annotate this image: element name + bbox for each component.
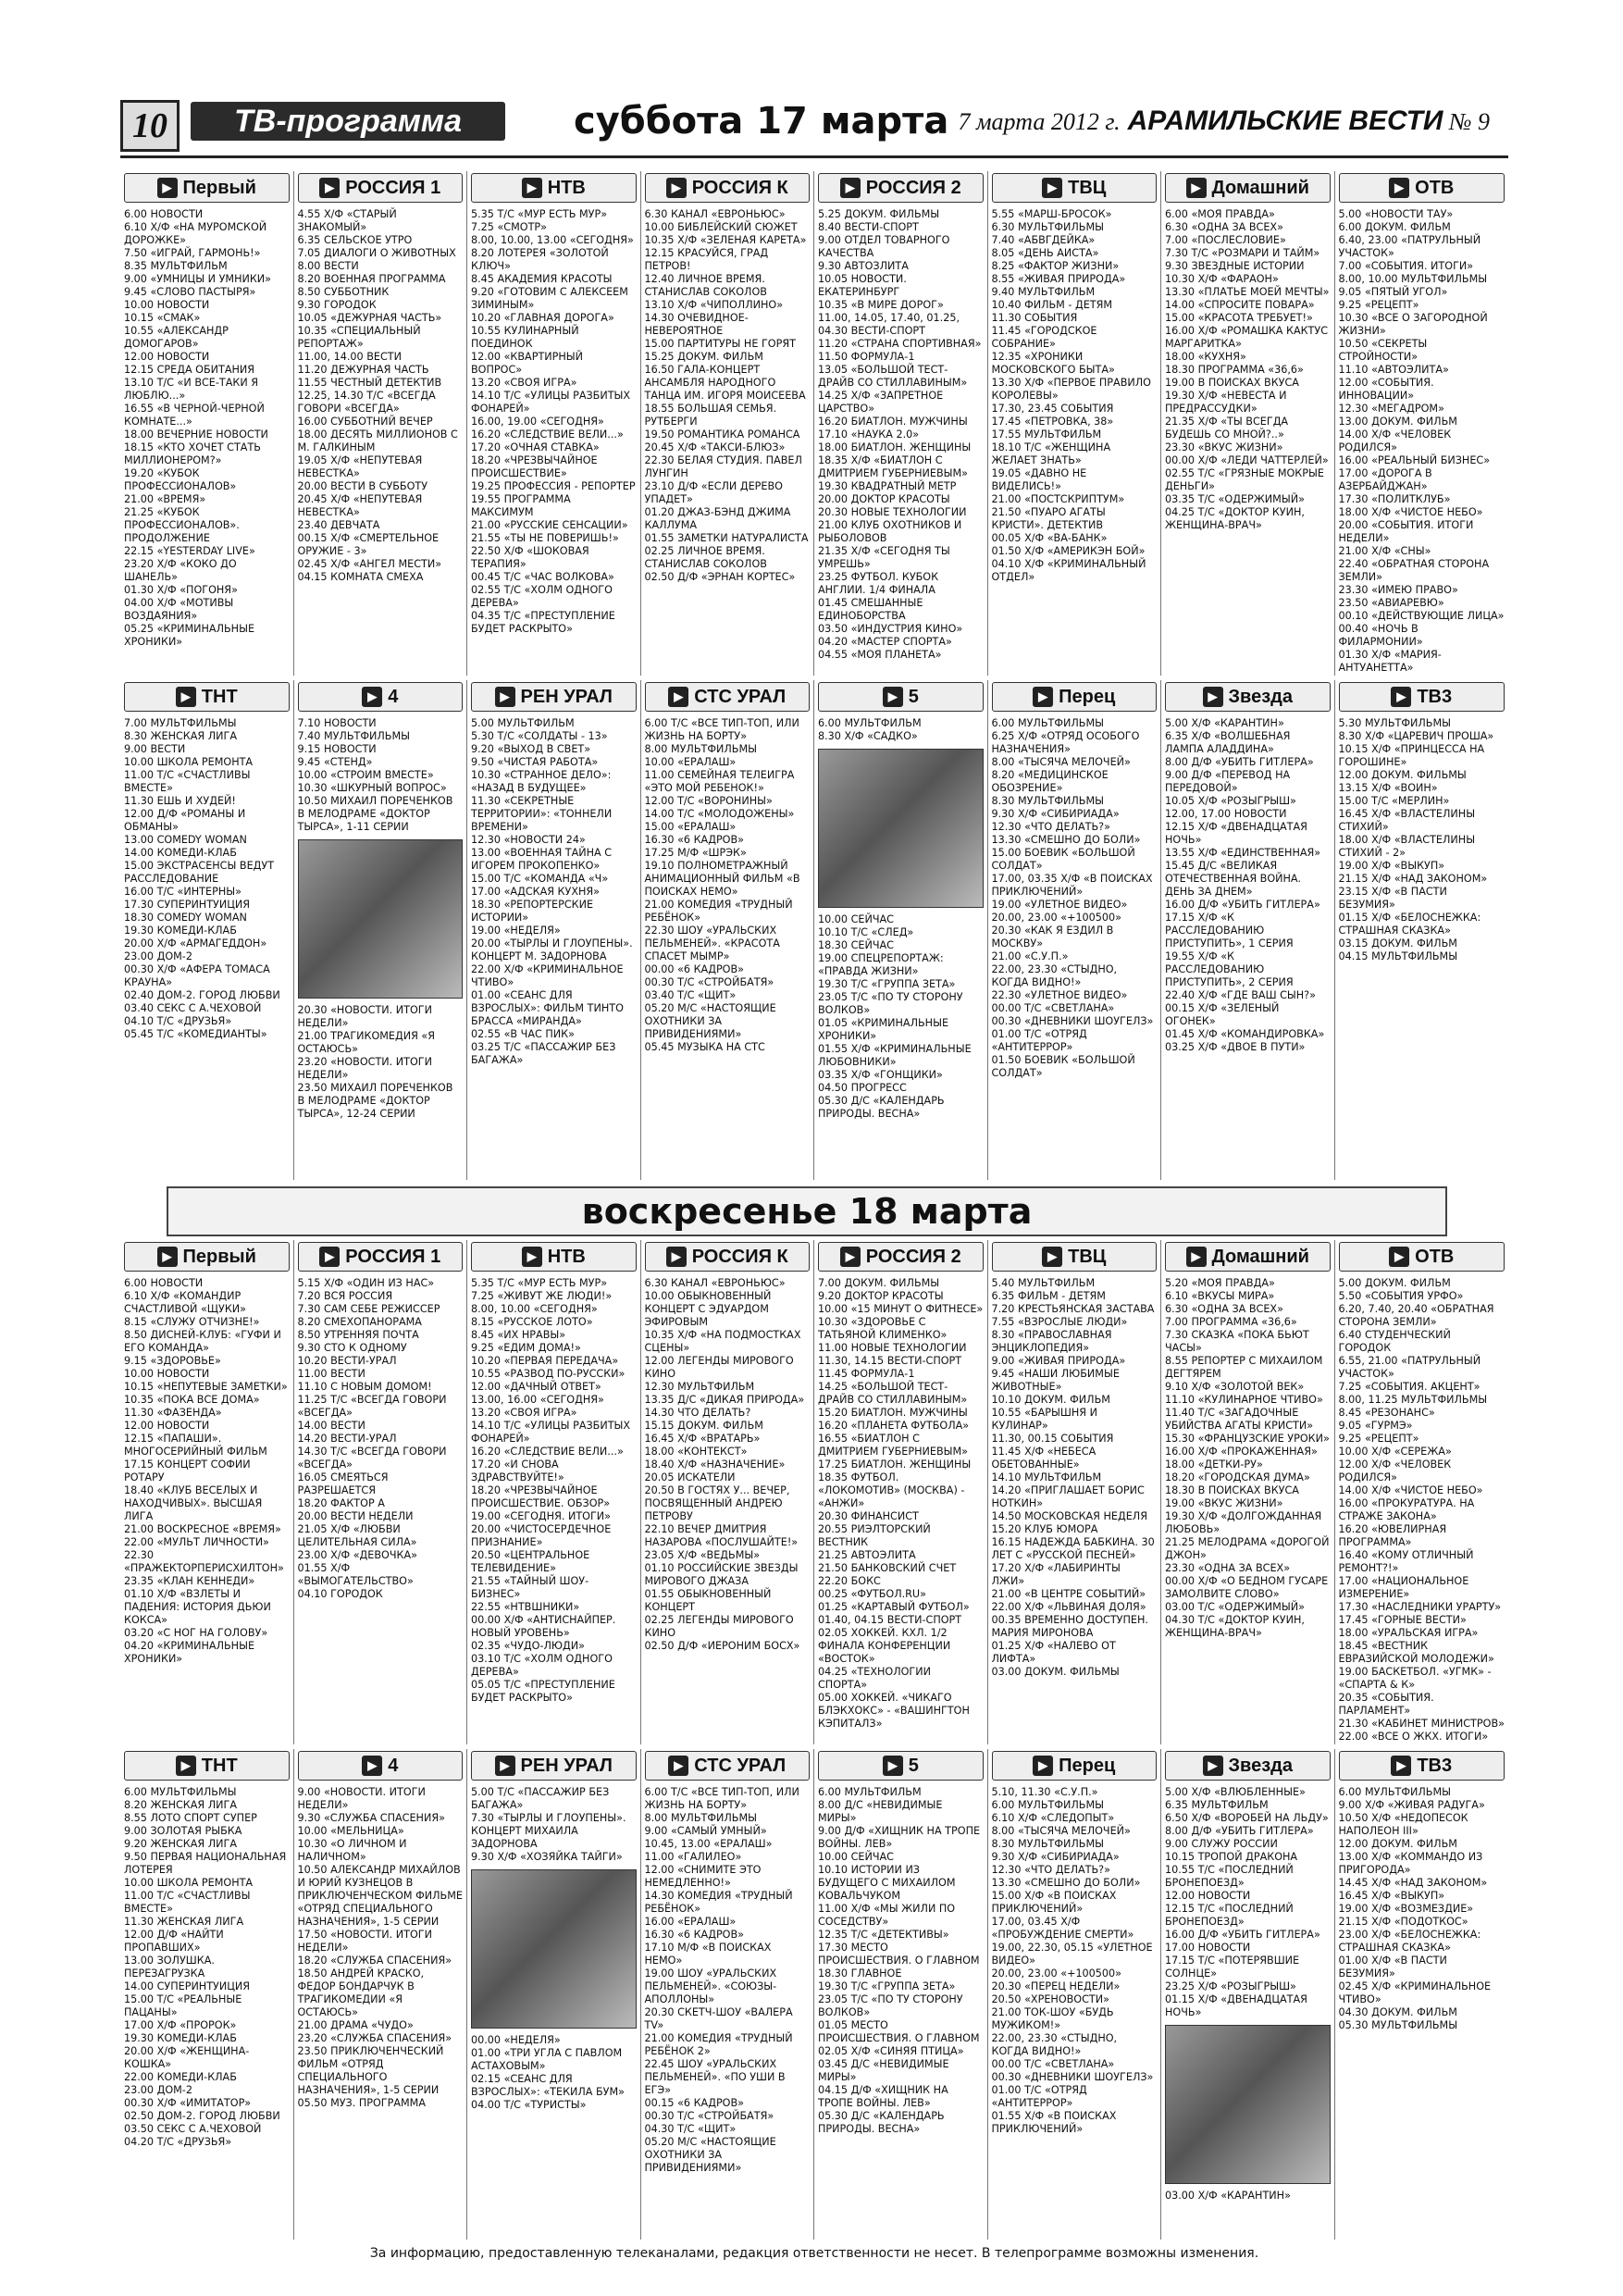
channel-column	[1335, 680, 1509, 1180]
channel-column	[1161, 680, 1335, 1180]
channel-column	[467, 171, 641, 676]
channel-name: Домашний	[1211, 1246, 1309, 1267]
program-list: 6.00 МУЛЬТФИЛЬМЫ 8.20 ЖЕНСКАЯ ЛИГА 8.55 ЛОТО СПОРТ СУПЕР 9.00 ЗОЛОТАЯ РЫБКА 9.20 ЖЕНСКАЯ ЛИГА 9.50 ПЕРВАЯ НАЦИОНАЛЬНАЯ ЛОТЕРЕЯ 10.00 ШКОЛА РЕМОНТА 11.00 Т/С «СЧАСТЛИВЫ ВМЕСТЕ» 11.30 ЖЕНСКАЯ ЛИГА 12.00 Д/Ф «НАЙТИ ПРОПАВШИХ» 13.00 ЗОЛУШКА. ПЕРЕЗАГРУЗКА 14.00 СУПЕРИНТУИЦИЯ 15.00 Т/С «РЕАЛЬНЫЕ ПАЦАНЫ» 17.00 Х/Ф «ПРОРОК» 19.30 КОМЕДИ-КЛАБ 20.00 Х/Ф «ЖЕНЩИНА-КОШКА» 22.00 КОМЕДИ-КЛАБ 23.00 ДОМ-2 00.30 Х/Ф «ИМИТАТОР» 02.50 ДОМ-2. ГОРОД ЛЮБВИ 03.50 СЕКС С А.ЧЕХОВОЙ 04.20 Т/С «ДРУЗЬЯ»	[124, 1786, 287, 2148]
program-list: 5.00 МУЛЬТФИЛЬМ 5.30 Т/С «СОЛДАТЫ - 13» 9.20 «ВЫХОД В СВЕТ» 9.50 «ЧИСТАЯ РАБОТА» 10.30 «СТРАННОЕ ДЕЛО»: «НАЗАД В БУДУЩЕЕ» 11.30 «СЕКРЕТНЫЕ ТЕРРИТОРИИ»: «ТОННЕЛИ ВРЕМЕНИ» 12.30 «НОВОСТИ 24» 13.00 «ВОЕННАЯ ТАЙНА С ИГОРЕМ ПРОКОПЕНКО» 15.00 Т/С «КОМАНДА «Ч» 17.00 «АДСКАЯ КУХНЯ» 18.30 «РЕПОРТЕРСКИЕ ИСТОРИИ» 19.00 «НЕДЕЛЯ» 20.00 «ТЫРЛЫ И ГЛОУПЕНЫ». КОНЦЕРТ М. ЗАДОРНОВА 22.00 Х/Ф «КРИМИНАЛЬНОЕ ЧТИВО» 01.00 «СЕАНС ДЛЯ ВЗРОСЛЫХ»: ФИЛЬМ ТИНТО БРАССА «МИРАНДА» 02.55 «В ЧАС ПИК» 03.25 Т/С «ПАССАЖИР БЕЗ БАГАЖА»	[471, 717, 633, 1066]
channel-logo	[1339, 682, 1505, 712]
tv-icon: ▶	[1042, 178, 1062, 198]
channel-logo	[1339, 173, 1505, 203]
channel-name: ТВЦ	[1068, 1246, 1107, 1267]
tv-icon: ▶	[1186, 178, 1207, 198]
program-list: 5.40 МУЛЬТФИЛЬМ 6.35 ФИЛЬМ - ДЕТЯМ 7.20 КРЕСТЬЯНСКАЯ ЗАСТАВА 7.55 «ВЗРОСЛЫЕ ЛЮДИ» 8.30 «ПРАВОСЛАВНАЯ ЭНЦИКЛОПЕДИЯ» 9.00 «ЖИВАЯ ПРИРОДА» 9.45 «НАШИ ЛЮБИМЫЕ ЖИВОТНЫЕ» 10.10 ДОКУМ. ФИЛЬМ 10.55 «БАРЫШНЯ И КУЛИНАР» 11.30, 00.15 СОБЫТИЯ 11.45 Х/Ф «НЕБЕСА ОБЕТОВАННЫЕ» 14.10 МУЛЬТФИЛЬМ 14.20 «ПРИГЛАШАЕТ БОРИС НОТКИН» 14.50 МОСКОВСКАЯ НЕДЕЛЯ 15.20 КЛУБ ЮМОРА 16.15 НАДЕЖДА БАБКИНА. 30 ЛЕТ С «РУССКОЙ ПЕСНЕЙ» 17.20 Х/Ф «ЛАБИРИНТЫ ЛЖИ» 21.00 «В ЦЕНТРЕ СОБЫТИЙ» 22.00 Х/Ф «ЛЬВИНАЯ ДОЛЯ» 00.35 ВРЕМЕННО ДОСТУПЕН. МАРИЯ МИРОНОВА 01.25 Х/Ф «НАЛЕВО ОТ ЛИФТА» 03.00 ДОКУМ. ФИЛЬМЫ	[991, 1277, 1155, 1678]
tv-icon: ▶	[840, 178, 861, 198]
channel-logo	[298, 173, 464, 203]
channel-logo	[1339, 1242, 1505, 1272]
channel-column	[120, 1749, 294, 2240]
channel-column	[294, 171, 468, 676]
channel-column	[1161, 171, 1335, 676]
tv-icon: ▶	[495, 687, 515, 707]
program-list: 5.20 «МОЯ ПРАВДА» 6.10 «ВКУСЫ МИРА» 6.30 «ОДНА ЗА ВСЕХ» 7.00 ПРОГРАММА «36,6» 7.30 СКАЗКА «ПОКА БЬЮТ ЧАСЫ» 8.55 РЕПОРТЕР С МИХАИЛОМ ДЕГТЯРЕМ 9.10 Х/Ф «ЗОЛОТОЙ ВЕК» 11.10 «КУЛИНАРНОЕ ЧТИВО» 11.40 Т/С «ЗАГАДОЧНЫЕ УБИЙСТВА АГАТЫ КРИСТИ» 15.30 «ФРАНЦУЗСКИЕ УРОКИ» 16.00 Х/Ф «ПРОКАЖЕННАЯ» 18.00 «ДЕТКИ-РУ» 18.20 «ГОРОДСКАЯ ДУМА» 18.30 В ПОИСКАХ ВКУСА 19.00 «ВКУС ЖИЗНИ» 19.30 Х/Ф «ДОЛГОЖДАННАЯ ЛЮБОВЬ» 21.25 МЕЛОДРАМА «ДОРОГОЙ ДЖОН» 23.30 «ОДНА ЗА ВСЕХ» 00.00 Х/Ф «О БЕДНОМ ГУСАРЕ ЗАМОЛВИТЕ СЛОВО» 03.00 Т/С «ОДЕРЖИМЫЙ» 04.30 Т/С «ДОКТОР КУИН, ЖЕНЩИНА-ВРАЧ»	[1165, 1277, 1330, 1639]
program-list: 4.55 Х/Ф «СТАРЫЙ ЗНАКОМЫЙ» 6.35 СЕЛЬСКОЕ УТРО 7.05 ДИАЛОГИ О ЖИВОТНЫХ 8.00 ВЕСТИ 8.20 ВОЕННАЯ ПРОГРАММА 8.50 СУББОТНИК 9.30 ГОРОДОК 10.05 «ДЕЖУРНАЯ ЧАСТЬ» 10.35 «СПЕЦИАЛЬНЫЙ РЕПОРТАЖ» 11.00, 14.00 ВЕСТИ 11.20 ДЕЖУРНАЯ ЧАСТЬ 11.55 ЧЕСТНЫЙ ДЕТЕКТИВ 12.25, 14.30 Т/С «ВСЕГДА ГОВОРИ «ВСЕГДА» 16.00 СУББОТНИЙ ВЕЧЕР 18.00 ДЕСЯТЬ МИЛЛИОНОВ С М. ГАЛКИНЫМ 19.05 Х/Ф «НЕПУТЕВАЯ НЕВЕСТКА» 20.00 ВЕСТИ В СУББОТУ 20.45 Х/Ф «НЕПУТЕВАЯ НЕВЕСТКА» 23.40 ДЕВЧАТА 00.15 Х/Ф «СМЕРТЕЛЬНОЕ ОРУЖИЕ - 3» 02.45 Х/Ф «АНГЕЛ МЕСТИ» 04.15 КОМНАТА СМЕХА	[297, 208, 458, 583]
channel-logo	[992, 1751, 1158, 1781]
program-list: 7.00 ДОКУМ. ФИЛЬМЫ 9.20 ДОКТОР КРАСОТЫ 10.00 «15 МИНУТ О ФИТНЕСЕ» 10.30 «ЗДОРОВЬЕ С ТАТЬЯНОЙ КЛИМЕНКО» 11.00 НОВЫЕ ТЕХНОЛОГИИ 11.30, 14.15 ВЕСТИ-СПОРТ 11.45 ФОРМУЛА-1 14.25 «БОЛЬШОЙ ТЕСТ-ДРАЙВ СО СТИЛЛАВИНЫМ» 15.20 БИАТЛОН. МУЖЧИНЫ 16.20 «ПЛАНЕТА ФУТБОЛА» 16.55 «БИАТЛОН С ДМИТРИЕМ ГУБЕРНИЕВЫМ» 17.25 БИАТЛОН. ЖЕНЩИНЫ 18.35 ФУТБОЛ. «ЛОКОМОТИВ» (МОСКВА) - «АНЖИ» 20.30 ФИНАНСИСТ 20.55 РИЭЛТОРСКИЙ ВЕСТНИК 21.25 АВТОЭЛИТА 21.50 БАНКОВСКИЙ СЧЕТ 22.20 БОКС 00.25 «ФУТБОЛ.RU» 01.25 «КАРТАВЫЙ ФУТБОЛ» 01.40, 04.15 ВЕСТИ-СПОРТ 02.05 ХОККЕЙ. КХЛ. 1/2 ФИНАЛА КОНФЕРЕНЦИИ «ВОСТОК» 04.25 «ТЕХНОЛОГИИ СПОРТА» 05.00 ХОККЕЙ. «ЧИКАГО БЛЭКХОКС» - «ВАШИНГТОН КЭПИТАЛЗ»	[818, 1277, 984, 1730]
program-photo	[298, 839, 464, 999]
tv-icon: ▶	[1391, 1756, 1411, 1776]
program-list: 5.30 МУЛЬТФИЛЬМЫ 8.30 Х/Ф «ЦАРЕВИЧ ПРОША» 10.15 Х/Ф «ПРИНЦЕССА НА ГОРОШИНЕ» 12.00 ДОКУМ. ФИЛЬМЫ 13.15 Х/Ф «ВОИН» 15.00 Т/С «МЕРЛИН» 16.45 Х/Ф «ВЛАСТЕЛИНЫ СТИХИЙ» 18.00 Х/Ф «ВЛАСТЕЛИНЫ СТИХИЙ - 2» 19.00 Х/Ф «ВЫКУП» 21.15 Х/Ф «НАД ЗАКОНОМ» 23.15 Х/Ф «В ПАСТИ БЕЗУМИЯ» 01.15 Х/Ф «БЕЛОСНЕЖКА: СТРАШНАЯ СКАЗКА» 03.15 ДОКУМ. ФИЛЬМ 04.15 МУЛЬТФИЛЬМЫ	[1338, 717, 1494, 962]
channel-column	[641, 171, 815, 676]
channel-name: НТВ	[547, 177, 586, 198]
page-number: 10	[120, 100, 180, 152]
channel-logo	[124, 173, 290, 203]
tv-icon: ▶	[1203, 1756, 1223, 1776]
channel-logo	[645, 1751, 811, 1781]
channel-logo	[1165, 173, 1331, 203]
channel-logo	[818, 1242, 984, 1272]
channel-column	[1161, 1749, 1335, 2240]
channel-name: ТВ3	[1417, 686, 1453, 707]
channel-name: ОТВ	[1415, 177, 1455, 198]
channel-logo	[298, 1242, 464, 1272]
channel-name: Первый	[182, 177, 256, 198]
program-list: 03.00 Х/Ф «КАРАНТИН»	[1165, 2190, 1291, 2202]
tv-icon: ▶	[522, 1247, 542, 1267]
channel-name: РОССИЯ К	[691, 1246, 788, 1267]
program-list: 5.15 Х/Ф «ОДИН ИЗ НАС» 7.20 ВСЯ РОССИЯ 7.30 САМ СЕБЕ РЕЖИССЕР 8.20 СМЕХОПАНОРАМА 8.50 УТРЕННЯЯ ПОЧТА 9.30 СТО К ОДНОМУ 10.20 ВЕСТИ-УРАЛ 11.00 ВЕСТИ 11.10 С НОВЫМ ДОМОМ! 11.25 Т/С «ВСЕГДА ГОВОРИ «ВСЕГДА» 14.00 ВЕСТИ 14.20 ВЕСТИ-УРАЛ 14.30 Т/С «ВСЕГДА ГОВОРИ «ВСЕГДА» 16.05 СМЕЯТЬСЯ РАЗРЕШАЕТСЯ 18.20 ФАКТОР А 20.00 ВЕСТИ НЕДЕЛИ 21.05 Х/Ф «ЛЮБВИ ЦЕЛИТЕЛЬНАЯ СИЛА» 23.00 Х/Ф «ДЕВОЧКА» 01.55 Х/Ф «ВЫМОГАТЕЛЬСТВО» 04.10 ГОРОДОК	[297, 1277, 447, 1600]
program-list: 6.30 КАНАЛ «ЕВРОНЬЮС» 10.00 ОБЫКНОВЕННЫЙ КОНЦЕРТ С ЭДУАРДОМ ЭФИРОВЫМ 10.35 Х/Ф «НА ПОДМОСТКАХ СЦЕНЫ» 12.00 ЛЕГЕНДЫ МИРОВОГО КИНО 12.30 МУЛЬТФИЛЬМ 13.35 Д/С «ДИКАЯ ПРИРОДА» 14.30 ЧТО ДЕЛАТЬ? 15.15 ДОКУМ. ФИЛЬМ 16.45 Х/Ф «ВРАТАРЬ» 18.00 «КОНТЕКСТ» 18.40 Х/Ф «НАЗНАЧЕНИЕ» 20.05 ИСКАТЕЛИ 20.50 В ГОСТЯХ У... ВЕЧЕР, ПОСВЯЩЕННЫЙ АНДРЕЮ ПЕТРОВУ 22.10 ВЕЧЕР ДМИТРИЯ НАЗАРОВА «ПОСЛУШАЙТЕ!» 23.05 Х/Ф «ВЕДЬМЫ» 01.10 РОССИЙСКИЕ ЗВЕЗДЫ МИРОВОГО ДЖАЗА 01.55 ОБЫКНОВЕННЫЙ КОНЦЕРТ 02.25 ЛЕГЕНДЫ МИРОВОГО КИНО 02.50 Д/Ф «ИЕРОНИМ БОСХ»	[644, 1277, 805, 1652]
channel-logo	[818, 173, 984, 203]
page-header	[120, 100, 1508, 154]
channel-name: 5	[908, 1755, 919, 1776]
program-photo	[1165, 2025, 1331, 2184]
tv-icon: ▶	[362, 1756, 382, 1776]
channel-column	[988, 1240, 1162, 1744]
channel-logo	[818, 1751, 984, 1781]
program-list: 5.10, 11.30 «С.У.П.» 6.00 МУЛЬТФИЛЬМЫ 6.10 Х/Ф «СЛЕДОПЫТ» 8.00 «ТЫСЯЧА МЕЛОЧЕЙ» 8.30 МУЛЬТФИЛЬМЫ 9.30 Х/Ф «СИБИРИАДА» 12.30 «ЧТО ДЕЛАТЬ?» 13.30 «СМЕШНО ДО БОЛИ» 15.00 Х/Ф «В ПОИСКАХ ПРИКЛЮЧЕНИЙ» 17.00, 03.45 Х/Ф «ПРОБУЖДЕНИЕ СМЕРТИ» 19.00, 22.30, 05.15 «УЛЕТНОЕ ВИДЕО» 20.00, 23.00 «+100500» 20.30 «ПЕРЕЦ НЕДЕЛИ» 20.50 «ХРЕНОВОСТИ» 21.00 ТОК-ШОУ «БУДЬ МУЖИКОМ!» 22.00, 23.30 «СТЫДНО, КОГДА ВИДНО!» 00.00 Т/С «СВЕТЛАНА» 00.30 «ДНЕВНИКИ ШОУГЕЛЗ» 01.00 Т/С «ОТРЯД «АНТИТЕРРОР» 01.55 Х/Ф «В ПОИСКАХ ПРИКЛЮЧЕНИЙ»	[991, 1786, 1154, 2135]
channel-name: СТС УРАЛ	[694, 1755, 787, 1776]
channel-name: 4	[388, 686, 399, 707]
channel-logo	[645, 173, 811, 203]
channel-logo	[471, 1242, 637, 1272]
program-photo	[471, 1869, 637, 2029]
channel-name: СТС УРАЛ	[694, 686, 787, 707]
channel-name: РОССИЯ 1	[345, 1246, 441, 1267]
program-list: 6.00 МУЛЬТФИЛЬМ 8.30 Х/Ф «САДКО»	[818, 717, 922, 742]
channel-name: Перец	[1059, 1755, 1116, 1776]
footer-note: За информацию, предоставленную телеканалами, редакция ответственности не несет. В телепрограмме возможны изменения.	[369, 2246, 1259, 2261]
saturday-bottom-grid	[120, 680, 1508, 1180]
tv-icon: ▶	[319, 1247, 340, 1267]
tv-icon: ▶	[668, 687, 688, 707]
program-list: 5.35 Т/С «МУР ЕСТЬ МУР» 7.25 «ЖИВУТ ЖЕ ЛЮДИ!» 8.00, 10.00 «СЕГОДНЯ» 8.15 «РУССКОЕ ЛОТО» 8.45 «ИХ НРАВЫ» 9.25 «ЕДИМ ДОМА!» 10.20 «ПЕРВАЯ ПЕРЕДАЧА» 10.55 «РАЗВОД ПО-РУССКИ» 12.00 «ДАЧНЫЙ ОТВЕТ» 13.00, 16.00 «СЕГОДНЯ» 13.20 «СВОЯ ИГРА» 14.10 Т/С «УЛИЦЫ РАЗБИТЫХ ФОНАРЕЙ» 16.20 «СЛЕДСТВИЕ ВЕЛИ...» 17.20 «И СНОВА ЗДРАВСТВУЙТЕ!» 18.20 «ЧРЕЗВЫЧАЙНОЕ ПРОИСШЕСТВИЕ. ОБЗОР» 19.00 «СЕГОДНЯ. ИТОГИ» 20.00 «ЧИСТОСЕРДЕЧНОЕ ПРИЗНАНИЕ» 20.50 «ЦЕНТРАЛЬНОЕ ТЕЛЕВИДЕНИЕ» 21.55 «ТАЙНЫЙ ШОУ-БИЗНЕС» 22.55 «НТВШНИКИ» 00.00 Х/Ф «АНТИСНАЙПЕР. НОВЫЙ УРОВЕНЬ» 02.35 «ЧУДО-ЛЮДИ» 03.10 Т/С «ХОЛМ ОДНОГО ДЕРЕВА» 05.05 Т/С «ПРЕСТУПЛЕНИЕ БУДЕТ РАСКРЫТО»	[471, 1277, 631, 1704]
program-list: 6.00 МУЛЬТФИЛЬМЫ 6.25 Х/Ф «ОТРЯД ОСОБОГО НАЗНАЧЕНИЯ» 8.00 «ТЫСЯЧА МЕЛОЧЕЙ» 8.20 «МЕДИЦИНСКОЕ ОБОЗРЕНИЕ» 8.30 МУЛЬТФИЛЬМЫ 9.30 Х/Ф «СИБИРИАДА» 12.30 «ЧТО ДЕЛАТЬ?» 13.30 «СМЕШНО ДО БОЛИ» 15.00 БОЕВИК «БОЛЬШОЙ СОЛДАТ» 17.00, 03.35 Х/Ф «В ПОИСКАХ ПРИКЛЮЧЕНИЙ» 19.00 «УЛЕТНОЕ ВИДЕО» 20.00, 23.00 «+100500» 20.30 «КАК Я ЕЗДИЛ В МОСКВУ» 21.00 «С.У.П.» 22.00, 23.30 «СТЫДНО, КОГДА ВИДНО!» 22.30 «УЛЕТНОЕ ВИДЕО» 00.00 Т/С «СВЕТЛАНА» 00.30 «ДНЕВНИКИ ШОУГЕЛЗ» 01.00 Т/С «ОТРЯД «АНТИТЕРРОР» 01.50 БОЕВИК «БОЛЬШОЙ СОЛДАТ»	[991, 717, 1154, 1079]
channel-logo	[992, 173, 1158, 203]
tv-icon: ▶	[495, 1756, 515, 1776]
channel-name: Перец	[1059, 686, 1116, 707]
channel-logo	[992, 1242, 1158, 1272]
channel-logo	[1165, 1751, 1331, 1781]
program-list: 5.00 Т/С «ПАССАЖИР БЕЗ БАГАЖА» 7.30 «ТЫРЛЫ И ГЛОУПЕНЫ». КОНЦЕРТ МИХАИЛА ЗАДОРНОВА 9.30 Х/Ф «ХОЗЯЙКА ТАЙГИ»	[471, 1786, 626, 1863]
channel-name: Первый	[182, 1246, 256, 1267]
paper-info	[958, 105, 1490, 137]
channel-name: 4	[388, 1755, 399, 1776]
channel-name: РОССИЯ 2	[865, 177, 961, 198]
program-list: 6.00 НОВОСТИ 6.10 Х/Ф «КОМАНДИР СЧАСТЛИВОЙ «ЩУКИ» 8.15 «СЛУЖУ ОТЧИЗНЕ!» 8.50 ДИСНЕЙ-КЛУБ: «ГУФИ И ЕГО КОМАНДА» 9.15 «ЗДОРОВЬЕ» 10.00 НОВОСТИ 10.15 «НЕПУТЕВЫЕ ЗАМЕТКИ» 10.35 «ПОКА ВСЕ ДОМА» 11.30 «ФАЗЕНДА» 12.00 НОВОСТИ 12.15 «ПАПАШИ». МНОГОСЕРИЙНЫЙ ФИЛЬМ 17.15 КОНЦЕРТ СОФИИ РОТАРУ 18.40 «КЛУБ ВЕСЕЛЫХ И НАХОДЧИВЫХ». ВЫСШАЯ ЛИГА 21.00 ВОСКРЕСНОЕ «ВРЕМЯ» 22.00 «МУЛЬТ ЛИЧНОСТИ» 22.30 «ПРАЖЕКТОРПЕРИСХИЛТОН» 23.35 «КЛАН КЕННЕДИ» 01.10 Х/Ф «ВЗЛЕТЫ И ПАДЕНИЯ: ИСТОРИЯ ДЬЮИ КОКСА» 03.20 «С НОГ НА ГОЛОВУ» 04.20 «КРИМИНАЛЬНЫЕ ХРОНИКИ»	[124, 1277, 288, 1665]
channel-name: ТНТ	[201, 1755, 238, 1776]
channel-logo	[471, 1751, 637, 1781]
saturday-top-grid	[120, 171, 1508, 676]
channel-logo	[992, 682, 1158, 712]
program-list: 6.00 Т/С «ВСЕ ТИП-ТОП, ИЛИ ЖИЗНЬ НА БОРТУ» 8.00 МУЛЬТФИЛЬМЫ 9.00 «САМЫЙ УМНЫЙ» 10.45, 13.00 «ЕРАЛАШ» 11.00 «ГАЛИЛЕО» 12.00 «СНИМИТЕ ЭТО НЕМЕДЛЕННО!» 14.30 КОМЕДИЯ «ТРУДНЫЙ РЕБЁНОК» 16.00 «ЕРАЛАШ» 16.30 «6 КАДРОВ» 17.10 М/Ф «В ПОИСКАХ НЕМО» 19.00 ШОУ «УРАЛЬСКИХ ПЕЛЬМЕНЕЙ». «СОЮЗЫ-АПОЛЛОНЫ» 20.30 СКЕТЧ-ШОУ «ВАЛЕРА TV» 21.00 КОМЕДИЯ «ТРУДНЫЙ РЕБЁНОК 2» 22.45 ШОУ «УРАЛЬСКИХ ПЕЛЬМЕНЕЙ». «ПО УШИ В ЕГЭ» 00.15 «6 КАДРОВ» 00.30 Т/С «СТРОЙБАТЯ» 04.30 Т/С «ЩИТ» 05.20 М/С «НАСТОЯЩИЕ ОХОТНИКИ ЗА ПРИВИДЕНИЯМИ»	[644, 1786, 799, 2174]
program-list: 10.00 СЕЙЧАС 10.10 Т/С «СЛЕД» 18.30 СЕЙЧАС 19.00 СПЕЦРЕПОРТАЖ: «ПРАВДА ЖИЗНИ» 19.30 Т/С «ГРУППА ЗЕТА» 23.05 Т/С «ПО ТУ СТОРОНУ ВОЛКОВ» 01.05 «КРИМИНАЛЬНЫЕ ХРОНИКИ» 01.55 Х/Ф «КРИМИНАЛЬНЫЕ ЛЮБОВНИКИ» 03.35 Х/Ф «ГОНЩИКИ» 04.50 ПРОГРЕСС 05.30 Д/С «КАЛЕНДАРЬ ПРИРОДЫ. ВЕСНА»	[818, 913, 972, 1120]
channel-logo	[298, 682, 464, 712]
program-list: 6.00 Т/С «ВСЕ ТИП-ТОП, ИЛИ ЖИЗНЬ НА БОРТУ» 8.00 МУЛЬТФИЛЬМЫ 10.00 «ЕРАЛАШ» 11.00 СЕМЕЙНАЯ ТЕЛЕИГРА «ЭТО МОЙ РЕБЕНОК!» 12.00 Т/С «ВОРОНИНЫ» 14.00 Т/С «МОЛОДОЖЕНЫ» 15.00 «ЕРАЛАШ» 16.30 «6 КАДРОВ» 17.25 М/Ф «ШРЭК» 19.10 ПОЛНОМЕТРАЖНЫЙ АНИМАЦИОННЫЙ ФИЛЬМ «В ПОИСКАХ НЕМО» 21.00 КОМЕДИЯ «ТРУДНЫЙ РЕБЁНОК» 22.30 ШОУ «УРАЛЬСКИХ ПЕЛЬМЕНЕЙ». «КРАСОТА СПАСЕТ МЫМР» 00.00 «6 КАДРОВ» 00.30 Т/С «СТРОЙБАТЯ» 03.40 Т/С «ЩИТ» 05.20 М/С «НАСТОЯЩИЕ ОХОТНИКИ ЗА ПРИВИДЕНИЯМИ» 05.45 МУЗЫКА НА СТС	[644, 717, 800, 1053]
channel-logo	[818, 682, 984, 712]
tv-icon: ▶	[1033, 687, 1053, 707]
issue-number: № 9	[1448, 108, 1490, 135]
tv-icon: ▶	[1203, 687, 1223, 707]
issue-date: 7 марта 2012 г.	[958, 108, 1121, 135]
program-list: 5.00 Х/Ф «КАРАНТИН» 6.35 Х/Ф «ВОЛШЕБНАЯ ЛАМПА АЛАДДИНА» 8.00 Д/Ф «УБИТЬ ГИТЛЕРА» 9.00 Д/Ф «ПЕРЕВОД НА ПЕРЕДОВОЙ» 10.05 Х/Ф «РОЗЫГРЫШ» 12.00, 17.00 НОВОСТИ 12.15 Х/Ф «ДВЕНАДЦАТАЯ НОЧЬ» 13.55 Х/Ф «ЕДИНСТВЕННАЯ» 15.45 Д/С «ВЕЛИКАЯ ОТЕЧЕСТВЕННАЯ ВОЙНА. ДЕНЬ ЗА ДНЕМ» 16.00 Д/Ф «УБИТЬ ГИТЛЕРА» 17.15 Х/Ф «К РАССЛЕДОВАНИЮ ПРИСТУПИТЬ», 1 СЕРИЯ 19.55 Х/Ф «К РАССЛЕДОВАНИЮ ПРИСТУПИТЬ», 2 СЕРИЯ 22.40 Х/Ф «ГДЕ ВАШ СЫН?» 00.15 Х/Ф «ЗЕЛЕНЫЙ ОГОНЕК» 01.45 Х/Ф «КОМАНДИРОВКА» 03.25 Х/Ф «ДВОЕ В ПУТИ»	[1165, 717, 1325, 1053]
channel-column	[641, 680, 815, 1180]
channel-column	[988, 680, 1162, 1180]
channel-column	[1335, 1749, 1509, 2240]
channel-logo	[471, 173, 637, 203]
channel-name: НТВ	[547, 1246, 586, 1267]
channel-logo	[1339, 1751, 1505, 1781]
program-list: 5.00 ДОКУМ. ФИЛЬМ 5.50 «СОБЫТИЯ УРФО» 6.20, 7.40, 20.40 «ОБРАТНАЯ СТОРОНА ЗЕМЛИ» 6.40 СТУДЕНЧЕСКИЙ ГОРОДОК 6.55, 21.00 «ПАТРУЛЬНЫЙ УЧАСТОК» 7.25 «СОБЫТИЯ. АКЦЕНТ» 8.00, 11.25 МУЛЬТФИЛЬМЫ 8.45 «РЕЗОНАНС» 9.05 «ГУРМЭ» 9.25 «РЕЦЕПТ» 10.00 Х/Ф «СЕРЕЖА» 12.00 Х/Ф «ЧЕЛОВЕК РОДИЛСЯ» 14.00 Х/Ф «ЧИСТОЕ НЕБО» 16.00 «ПРОКУРАТУРА. НА СТРАЖЕ ЗАКОНА» 16.20 «ЮВЕЛИРНАЯ ПРОГРАММА» 16.40 «КОМУ ОТЛИЧНЫЙ РЕМОНТ?!» 17.00 «НАЦИОНАЛЬНОЕ ИЗМЕРЕНИЕ» 17.30 «НАСЛЕДНИКИ УРАРТУ» 17.45 «ГОРНЫЕ ВЕСТИ» 18.00 «УРАЛЬСКАЯ ИГРА» 18.45 «ВЕСТНИК ЕВРАЗИЙСКОЙ МОЛОДЕЖИ» 19.00 БАСКЕТБОЛ. «УГМК» - «СПАРТА & К» 20.35 «СОБЫТИЯ. ПАРЛАМЕНТ» 21.30 «КАБИНЕТ МИНИСТРОВ» 22.00 «ВСЕ О ЖКХ. ИТОГИ»	[1338, 1277, 1505, 1743]
channel-column	[814, 1240, 988, 1744]
tv-icon: ▶	[883, 1756, 903, 1776]
channel-column	[1335, 1240, 1509, 1744]
tv-icon: ▶	[1389, 178, 1409, 198]
tv-icon: ▶	[883, 687, 903, 707]
channel-column	[294, 1749, 468, 2240]
channel-name: РЕН УРАЛ	[520, 1755, 613, 1776]
channel-name: РОССИЯ К	[691, 177, 788, 198]
channel-logo	[1165, 682, 1331, 712]
channel-column	[814, 171, 988, 676]
program-list: 5.55 «МАРШ-БРОСОК» 6.30 МУЛЬТФИЛЬМЫ 7.40 «АБВГДЕЙКА» 8.05 «ДЕНЬ АИСТА» 8.25 «ФАКТОР ЖИЗНИ» 8.55 «ЖИВАЯ ПРИРОДА» 9.40 МУЛЬТФИЛЬМ 10.40 ФИЛЬМ - ДЕТЯМ 11.30 СОБЫТИЯ 11.45 «ГОРОДСКОЕ СОБРАНИЕ» 12.35 «ХРОНИКИ МОСКОВСКОГО БЫТА» 13.30 Х/Ф «ПЕРВОЕ ПРАВИЛО КОРОЛЕВЫ» 17.30, 23.45 СОБЫТИЯ 17.45 «ПЕТРОВКА, 38» 17.55 МУЛЬТФИЛЬМ 18.10 Т/С «ЖЕНЩИНА ЖЕЛАЕТ ЗНАТЬ» 19.05 «ДАВНО НЕ ВИДЕЛИСЬ!» 21.00 «ПОСТСКРИПТУМ» 21.50 «ПУАРО АГАТЫ КРИСТИ». ДЕТЕКТИВ 00.05 Х/Ф «ВА-БАНК» 01.50 Х/Ф «АМЕРИКЭН БОЙ» 04.10 Х/Ф «КРИМИНАЛЬНЫЙ ОТДЕЛ»	[991, 208, 1151, 583]
tv-icon: ▶	[666, 1247, 687, 1267]
tv-icon: ▶	[157, 178, 178, 198]
channel-column	[641, 1749, 815, 2240]
channel-column	[120, 171, 294, 676]
tv-icon: ▶	[668, 1756, 688, 1776]
channel-column	[467, 1240, 641, 1744]
tv-icon: ▶	[840, 1247, 861, 1267]
channel-column	[120, 680, 294, 1180]
channel-name: 5	[908, 686, 919, 707]
program-list: 5.00 «НОВОСТИ ТАУ» 6.00 ДОКУМ. ФИЛЬМ 6.40, 23.00 «ПАТРУЛЬНЫЙ УЧАСТОК» 7.00 «СОБЫТИЯ. ИТОГИ» 8.00, 10.00 МУЛЬТФИЛЬМЫ 9.05 «ПЯТЫЙ УГОЛ» 9.25 «РЕЦЕПТ» 10.30 «ВСЕ О ЗАГОРОДНОЙ ЖИЗНИ» 10.50 «СЕКРЕТЫ СТРОЙНОСТИ» 11.10 «АВТОЭЛИТА» 12.00 «СОБЫТИЯ. ИННОВАЦИИ» 12.30 «МЕГАДРОМ» 13.00 ДОКУМ. ФИЛЬМ 14.00 Х/Ф «ЧЕЛОВЕК РОДИЛСЯ» 16.00 «РЕАЛЬНЫЙ БИЗНЕС» 17.00 «ДОРОГА В АЗЕРБАЙДЖАН» 17.30 «ПОЛИТКЛУБ» 18.00 Х/Ф «ЧИСТОЕ НЕБО» 20.00 «СОБЫТИЯ. ИТОГИ НЕДЕЛИ» 21.00 Х/Ф «СНЫ» 22.40 «ОБРАТНАЯ СТОРОНА ЗЕМЛИ» 23.30 «ИМЕЮ ПРАВО» 23.50 «АВИАРЕВЮ» 00.10 «ДЕЙСТВУЮЩИЕ ЛИЦА» 00.40 «НОЧЬ В ФИЛАРМОНИИ» 01.30 Х/Ф «МАРИЯ-АНТУАНЕТТА»	[1338, 208, 1505, 674]
tv-icon: ▶	[522, 178, 542, 198]
channel-column	[814, 1749, 988, 2240]
channel-name: ОТВ	[1415, 1246, 1455, 1267]
channel-column	[1161, 1240, 1335, 1744]
channel-logo	[645, 682, 811, 712]
section-title: ТВ-программа	[191, 102, 505, 141]
channel-column	[1335, 171, 1509, 676]
program-list: 5.25 ДОКУМ. ФИЛЬМЫ 8.40 ВЕСТИ-СПОРТ 9.00 ОТДЕЛ ТОВАРНОГО КАЧЕСТВА 9.30 АВТОЗЛИТА 10.05 НОВОСТИ. ЕКАТЕРИНБУРГ 10.35 «В МИРЕ ДОРОГ» 11.00, 14.05, 17.40, 01.25, 04.30 ВЕСТИ-СПОРТ 11.20 «СТРАНА СПОРТИВНАЯ» 11.50 ФОРМУЛА-1 13.05 «БОЛЬШОЙ ТЕСТ-ДРАЙВ СО СТИЛЛАВИНЫМ» 14.25 Х/Ф «ЗАПРЕТНОЕ ЦАРСТВО» 16.20 БИАТЛОН. МУЖЧИНЫ 17.10 «НАУКА 2.0» 18.00 БИАТЛОН. ЖЕНЩИНЫ 18.35 Х/Ф «БИАТЛОН С ДМИТРИЕМ ГУБЕРНИЕВЫМ» 19.30 КВАДРАТНЫЙ МЕТР 20.00 ДОКТОР КРАСОТЫ 20.30 НОВЫЕ ТЕХНОЛОГИИ 21.00 КЛУБ ОХОТНИКОВ И РЫБОЛОВОВ 21.35 Х/Ф «СЕГОДНЯ ТЫ УМРЕШЬ» 23.25 ФУТБОЛ. КУБОК АНГЛИИ. 1/4 ФИНАЛА 01.45 СМЕШАННЫЕ ЕДИНОБОРСТВА 03.50 «ИНДУСТРИЯ КИНО» 04.20 «МАСТЕР СПОРТА» 04.55 «МОЯ ПЛАНЕТА»	[818, 208, 982, 661]
channel-name: ТВЦ	[1068, 177, 1107, 198]
channel-name: Звезда	[1228, 1755, 1293, 1776]
program-list: 00.00 «НЕДЕЛЯ» 01.00 «ТРИ УГЛА С ПАВЛОМ АСТАХОВЫМ» 02.15 «СЕАНС ДЛЯ ВЗРОСЛЫХ»: «ТЕКИЛА БУМ» 04.00 Т/С «ТУРИСТЫ»	[471, 2034, 625, 2111]
program-list: 5.35 Т/С «МУР ЕСТЬ МУР» 7.25 «СМОТР» 8.00, 10.00, 13.00 «СЕГОДНЯ» 8.20 ЛОТЕРЕЯ «ЗОЛОТОЙ КЛЮЧ» 8.45 АКАДЕМИЯ КРАСОТЫ 9.20 «ГОТОВИМ С АЛЕКСЕЕМ ЗИМИНЫМ» 10.20 «ГЛАВНАЯ ДОРОГА» 10.55 КУЛИНАРНЫЙ ПОЕДИНОК 12.00 «КВАРТИРНЫЙ ВОПРОС» 13.20 «СВОЯ ИГРА» 14.10 Т/С «УЛИЦЫ РАЗБИТЫХ ФОНАРЕЙ» 16.00, 19.00 «СЕГОДНЯ» 16.20 «СЛЕДСТВИЕ ВЕЛИ...» 17.20 «ОЧНАЯ СТАВКА» 18.20 «ЧРЕЗВЫЧАЙНОЕ ПРОИСШЕСТВИЕ» 19.25 ПРОФЕССИЯ - РЕПОРТЕР 19.55 ПРОГРАММА МАКСИМУМ 21.00 «РУССКИЕ СЕНСАЦИИ» 21.55 «ТЫ НЕ ПОВЕРИШЬ!» 22.50 Х/Ф «ШОКОВАЯ ТЕРАПИЯ» 00.45 Т/С «ЧАС ВОЛКОВА» 02.55 Т/С «ХОЛМ ОДНОГО ДЕРЕВА» 04.35 Т/С «ПРЕСТУПЛЕНИЕ БУДЕТ РАСКРЫТО»	[471, 208, 636, 635]
channel-logo	[124, 682, 290, 712]
day-heading-saturday: суббота 17 марта	[574, 100, 949, 143]
channel-column	[467, 1749, 641, 2240]
channel-column	[294, 1240, 468, 1744]
channel-name: ТВ3	[1417, 1755, 1453, 1776]
program-list: 6.30 КАНАЛ «ЕВРОНЬЮС» 10.00 БИБЛЕЙСКИЙ СЮЖЕТ 10.35 Х/Ф «ЗЕЛЕНАЯ КАРЕТА» 12.15 КРАСУЙСЯ, ГРАД ПЕТРОВ! 12.40 ЛИЧНОЕ ВРЕМЯ. СТАНИСЛАВ СОКОЛОВ 13.10 Х/Ф «ЧИПОЛЛИНО» 14.30 ОЧЕВИДНОЕ-НЕВЕРОЯТНОЕ 15.00 ПАРТИТУРЫ НЕ ГОРЯТ 15.25 ДОКУМ. ФИЛЬМ 16.50 ГАЛА-КОНЦЕРТ АНСАМБЛЯ НАРОДНОГО ТАНЦА ИМ. ИГОРЯ МОИСЕЕВА 18.55 БОЛЬШАЯ СЕМЬЯ. РУТБЕРГИ 19.50 РОМАНТИКА РОМАНСА 20.45 Х/Ф «ТАКСИ-БЛЮЗ» 22.30 БЕЛАЯ СТУДИЯ. ПАВЕЛ ЛУНГИН 23.10 Д/Ф «ЕСЛИ ДЕРЕВО УПАДЕТ» 01.20 ДЖАЗ-БЭНД ДЖИМА КАЛЛУМА 01.55 ЗАМЕТКИ НАТУРАЛИСТА 02.25 ЛИЧНОЕ ВРЕМЯ. СТАНИСЛАВ СОКОЛОВ 02.50 Д/Ф «ЭРНАН КОРТЕС»	[644, 208, 809, 583]
tv-icon: ▶	[1389, 1247, 1409, 1267]
channel-column	[294, 680, 468, 1180]
channel-name: РОССИЯ 1	[345, 177, 441, 198]
channel-logo	[124, 1751, 290, 1781]
program-list: 6.00 МУЛЬТФИЛЬМЫ 9.00 Х/Ф «ЖИВАЯ РАДУГА» 10.50 Х/Ф «НЕДОПЕСОК НАПОЛЕОН III» 12.00 ДОКУМ. ФИЛЬМ 13.00 Х/Ф «КОММАНДО ИЗ ПРИГОРОДА» 14.45 Х/Ф «НАД ЗАКОНОМ» 16.45 Х/Ф «ВЫКУП» 19.00 Х/Ф «ВОЗМЕЗДИЕ» 21.15 Х/Ф «ПОДОТКОС» 23.00 Х/Ф «БЕЛОСНЕЖКА: СТРАШНАЯ СКАЗКА» 01.00 Х/Ф «В ПАСТИ БЕЗУМИЯ» 02.45 Х/Ф «КРИМИНАЛЬНОЕ ЧТИВО» 04.30 ДОКУМ. ФИЛЬМ 05.30 МУЛЬТФИЛЬМЫ	[1338, 1786, 1492, 2031]
program-list: 6.00 «МОЯ ПРАВДА» 6.30 «ОДНА ЗА ВСЕХ» 7.00 «ПОСЛЕСЛОВИЕ» 7.30 Т/С «РОЗМАРИ И ТАЙМ» 9.30 ЗВЕЗДНЫЕ ИСТОРИИ 10.30 Х/Ф «ФАРАОН» 13.30 «ПЛАТЬЕ МОЕЙ МЕЧТЫ» 14.00 «СПРОСИТЕ ПОВАРА» 15.00 «КРАСОТА ТРЕБУЕТ!» 16.00 Х/Ф «РОМАШКА КАКТУС МАРГАРИТКА» 18.00 «КУХНЯ» 18.30 ПРОГРАММА «36,6» 19.00 В ПОИСКАХ ВКУСА 19.30 Х/Ф «НЕВЕСТА И ПРЕДРАССУДКИ» 21.35 Х/Ф «ТЫ ВСЕГДА БУДЕШЬ СО МНОЙ?..» 23.30 «ВКУС ЖИЗНИ» 00.00 Х/Ф «ЛЕДИ ЧАТТЕРЛЕЙ» 02.55 Т/С «ГРЯЗНЫЕ МОКРЫЕ ДЕНЬГИ» 03.35 Т/С «ОДЕРЖИМЫЙ» 04.25 Т/С «ДОКТОР КУИН, ЖЕНЩИНА-ВРАЧ»	[1165, 208, 1330, 531]
channel-name: Домашний	[1211, 177, 1309, 198]
channel-logo	[645, 1242, 811, 1272]
tv-icon: ▶	[1391, 687, 1411, 707]
tv-icon: ▶	[1186, 1247, 1207, 1267]
tv-icon: ▶	[1033, 1756, 1053, 1776]
program-list: 7.10 НОВОСТИ 7.40 МУЛЬТФИЛЬМЫ 9.15 НОВОСТИ 9.45 «СТЕНД» 10.00 «СТРОИМ ВМЕСТЕ» 10.30 «ШКУРНЫЙ ВОПРОС» 10.50 МИХАИЛ ПОРЕЧЕНКОВ В МЕЛОДРАМЕ «ДОКТОР ТЫРСА», 1-11 СЕРИИ	[297, 717, 453, 833]
channel-column	[814, 680, 988, 1180]
tv-icon: ▶	[1042, 1247, 1062, 1267]
tv-icon: ▶	[176, 687, 196, 707]
channel-column	[641, 1240, 815, 1744]
day-heading-sunday: воскресенье 18 марта	[167, 1186, 1447, 1236]
divider	[120, 155, 1508, 158]
newspaper-title: АРАМИЛЬСКИЕ ВЕСТИ	[1127, 105, 1443, 136]
channel-logo	[1165, 1242, 1331, 1272]
channel-column	[120, 1240, 294, 1744]
channel-column	[467, 680, 641, 1180]
program-list: 20.30 «НОВОСТИ. ИТОГИ НЕДЕЛИ» 21.00 ТРАГИКОМЕДИЯ «Я ОСТАЮСЬ» 23.20 «НОВОСТИ. ИТОГИ НЕДЕЛИ» 23.50 МИХАИЛ ПОРЕЧЕНКОВ В МЕЛОДРАМЕ «ДОКТОР ТЫРСА», 12-24 СЕРИИ	[297, 1004, 453, 1120]
tv-icon: ▶	[362, 687, 382, 707]
program-list: 9.00 «НОВОСТИ. ИТОГИ НЕДЕЛИ» 9.30 «СЛУЖБА СПАСЕНИЯ» 10.00 «МЕЛЬНИЦА» 10.30 «О ЛИЧНОМ И НАЛИЧНОМ» 10.50 АЛЕКСАНДР МИХАЙЛОВ И ЮРИЙ КУЗНЕЦОВ В ПРИКЛЮЧЕНЧЕСКОМ ФИЛЬМЕ «ОТРЯД СПЕЦИАЛЬНОГО НАЗНАЧЕНИЯ», 1-5 СЕРИИ 17.50 «НОВОСТИ. ИТОГИ НЕДЕЛИ» 18.20 «СЛУЖБА СПАСЕНИЯ» 18.50 АНДРЕЙ КРАСКО, ФЕДОР БОНДАРЧУК В ТРАГИКОМЕДИИ «Я ОСТАЮСЬ» 21.00 ДРАМА «ЧУДО» 23.20 «СЛУЖБА СПАСЕНИЯ» 23.50 ПРИКЛЮЧЕНЧЕСКИЙ ФИЛЬМ «ОТРЯД СПЕЦИАЛЬНОГО НАЗНАЧЕНИЯ», 1-5 СЕРИИ 05.50 МУЗ. ПРОГРАММА	[297, 1786, 463, 2109]
sunday-bottom-grid	[120, 1749, 1508, 2240]
program-list: 7.00 МУЛЬТФИЛЬМЫ 8.30 ЖЕНСКАЯ ЛИГА 9.00 ВЕСТИ 10.00 ШКОЛА РЕМОНТА 11.00 Т/С «СЧАСТЛИВЫ ВМЕСТЕ» 11.30 ЕШЬ И ХУДЕЙ! 12.00 Д/Ф «РОМАНЫ И ОБМАНЫ» 13.00 COMEDY WOMAN 14.00 КОМЕДИ-КЛАБ 15.00 ЭКСТРАСЕНСЫ ВЕДУТ РАССЛЕДОВАНИЕ 16.00 Т/С «ИНТЕРНЫ» 17.30 СУПЕРИНТУИЦИЯ 18.30 COMEDY WOMAN 19.30 КОМЕДИ-КЛАБ 20.00 Х/Ф «АРМАГЕДДОН» 23.00 ДОМ-2 00.30 Х/Ф «АФЕРА ТОМАСА КРАУНА» 02.40 ДОМ-2. ГОРОД ЛЮБВИ 03.40 СЕКС С А.ЧЕХОВОЙ 04.10 Т/С «ДРУЗЬЯ» 05.45 Т/С «КОМЕДИАНТЫ»	[124, 717, 280, 1040]
tv-icon: ▶	[666, 178, 687, 198]
program-list: 6.00 НОВОСТИ 6.10 Х/Ф «НА МУРОМСКОЙ ДОРОЖКЕ» 7.50 «ИГРАЙ, ГАРМОНЬ!» 8.35 МУЛЬТФИЛЬМ 9.00 «УМНИЦЫ И УМНИКИ» 9.45 «СЛОВО ПАСТЫРЯ» 10.00 НОВОСТИ 10.15 «СМАК» 10.55 «АЛЕКСАНДР ДОМОГАРОВ» 12.00 НОВОСТИ 12.15 СРЕДА ОБИТАНИЯ 13.10 Т/С «И ВСЕ-ТАКИ Я ЛЮБЛЮ...» 16.55 «В ЧЕРНОЙ-ЧЕРНОЙ КОМНАТЕ...» 18.00 ВЕЧЕРНИЕ НОВОСТИ 18.15 «КТО ХОЧЕТ СТАТЬ МИЛЛИОНЕРОМ?» 19.20 «КУБОК ПРОФЕССИОНАЛОВ» 21.00 «ВРЕМЯ» 21.25 «КУБОК ПРОФЕССИОНАЛОВ». ПРОДОЛЖЕНИЕ 22.15 «YESTERDAY LIVE» 23.20 Х/Ф «КОКО ДО ШАНЕЛЬ» 01.30 Х/Ф «ПОГОНЯ» 04.00 Х/Ф «МОТИВЫ ВОЗДАЯНИЯ» 05.25 «КРИМИНАЛЬНЫЕ ХРОНИКИ»	[124, 208, 272, 648]
channel-logo	[298, 1751, 464, 1781]
sunday-top-grid	[120, 1240, 1508, 1744]
tv-icon: ▶	[157, 1247, 178, 1267]
channel-name: Звезда	[1228, 686, 1293, 707]
channel-name: РОССИЯ 2	[865, 1246, 961, 1267]
tv-icon: ▶	[176, 1756, 196, 1776]
channel-logo	[471, 682, 637, 712]
tv-icon: ▶	[319, 178, 340, 198]
channel-column	[988, 1749, 1162, 2240]
channel-name: РЕН УРАЛ	[520, 686, 613, 707]
channel-column	[988, 171, 1162, 676]
channel-logo	[124, 1242, 290, 1272]
channel-name: ТНТ	[201, 686, 238, 707]
program-list: 5.00 Х/Ф «ВЛЮБЛЕННЫЕ» 6.35 МУЛЬТФИЛЬМ 6.50 Х/Ф «ВОРОБЕЙ НА ЛЬДУ» 8.00 Д/Ф «УБИТЬ ГИТЛЕРА» 9.00 СЛУЖУ РОССИИ 10.15 ТРОПОЙ ДРАКОНА 10.55 Т/С «ПОСЛЕДНИЙ БРОНЕПОЕЗД» 12.00 НОВОСТИ 12.15 Т/С «ПОСЛЕДНИЙ БРОНЕПОЕЗД» 16.00 Д/Ф «УБИТЬ ГИТЛЕРА» 17.00 НОВОСТИ 17.15 Т/С «ПОТЕРЯВШИЕ СОЛНЦЕ» 23.25 Х/Ф «РОЗЫГРЫШ» 01.15 Х/Ф «ДВЕНАДЦАТАЯ НОЧЬ»	[1165, 1786, 1329, 2018]
program-photo	[818, 749, 984, 908]
program-list: 6.00 МУЛЬТФИЛЬМ 8.00 Д/С «НЕВИДИМЫЕ МИРЫ» 9.00 Д/Ф «ХИЩНИК НА ТРОПЕ ВОЙНЫ. ЛЕВ» 10.00 СЕЙЧАС 10.10 ИСТОРИИ ИЗ БУДУЩЕГО С МИХАИЛОМ КОВАЛЬЧУКОМ 11.00 Х/Ф «МЫ ЖИЛИ ПО СОСЕДСТВУ» 12.35 Т/С «ДЕТЕКТИВЫ» 17.30 МЕСТО ПРОИСШЕСТВИЯ. О ГЛАВНОМ 18.30 ГЛАВНОЕ 19.30 Т/С «ГРУППА ЗЕТА» 23.05 Т/С «ПО ТУ СТОРОНУ ВОЛКОВ» 01.05 МЕСТО ПРОИСШЕСТВИЯ. О ГЛАВНОМ 02.05 Х/Ф «СИНЯЯ ПТИЦА» 03.45 Д/С «НЕВИДИМЫЕ МИРЫ» 04.15 Д/Ф «ХИЩНИК НА ТРОПЕ ВОЙНЫ. ЛЕВ» 05.30 Д/С «КАЛЕНДАРЬ ПРИРОДЫ. ВЕСНА»	[818, 1786, 981, 2135]
